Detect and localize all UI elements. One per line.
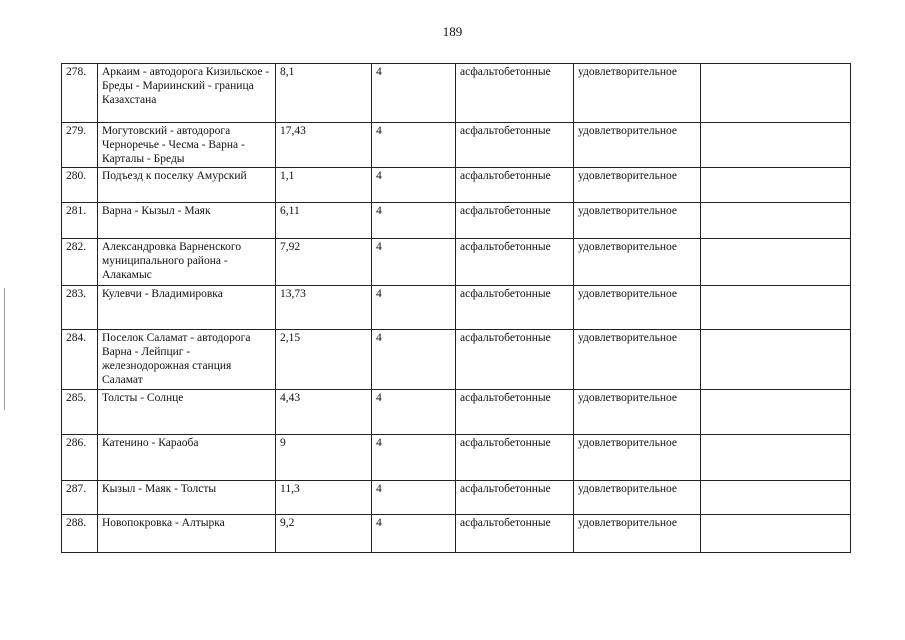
table-row [62, 203, 851, 239]
table-row [62, 481, 851, 515]
road-name: Катенино - Караоба [98, 435, 276, 481]
surface-type: асфальтобетонные [456, 286, 574, 330]
road-condition: удовлетворительное [574, 203, 701, 239]
table-row [62, 168, 851, 203]
road-name: Варна - Кызыл - Маяк [98, 203, 276, 239]
row-number: 281. [62, 203, 98, 239]
road-category: 4 [372, 515, 456, 553]
table-row [62, 286, 851, 330]
row-number: 280. [62, 168, 98, 203]
road-note [701, 330, 851, 390]
road-length: 2,15 [276, 330, 372, 390]
road-name: Новопокровка - Алтырка [98, 515, 276, 553]
road-category: 4 [372, 123, 456, 168]
road-length: 6,11 [276, 203, 372, 239]
road-category: 4 [372, 286, 456, 330]
road-note [701, 390, 851, 435]
row-number: 287. [62, 481, 98, 515]
road-note [701, 64, 851, 123]
road-name: Могутовский - автодорога Черноречье - Чесма - Варна - Карталы - Бреды [98, 123, 276, 168]
road-length: 9,2 [276, 515, 372, 553]
road-condition: удовлетворительное [574, 239, 701, 286]
row-number: 288. [62, 515, 98, 553]
table-row [62, 239, 851, 286]
table-row [62, 390, 851, 435]
surface-type: асфальтобетонные [456, 203, 574, 239]
road-note [701, 286, 851, 330]
road-note [701, 515, 851, 553]
road-note [701, 239, 851, 286]
road-name: Кулевчи - Владимировка [98, 286, 276, 330]
road-length: 7,92 [276, 239, 372, 286]
surface-type: асфальтобетонные [456, 168, 574, 203]
road-condition: удовлетворительное [574, 435, 701, 481]
road-category: 4 [372, 435, 456, 481]
road-length: 17,43 [276, 123, 372, 168]
surface-type: асфальтобетонные [456, 390, 574, 435]
surface-type: асфальтобетонные [456, 515, 574, 553]
table-row [62, 330, 851, 390]
road-category: 4 [372, 390, 456, 435]
road-category: 4 [372, 64, 456, 123]
surface-type: асфальтобетонные [456, 330, 574, 390]
road-name: Аркаим - автодорога Кизильское - Бреды - Мариинский - граница Казахстана [98, 64, 276, 123]
road-name: Кызыл - Маяк - Толсты [98, 481, 276, 515]
road-note [701, 435, 851, 481]
table-row [62, 515, 851, 553]
road-length: 4,43 [276, 390, 372, 435]
road-category: 4 [372, 330, 456, 390]
surface-type: асфальтобетонные [456, 481, 574, 515]
table-row [62, 435, 851, 481]
scan-margin-line [4, 288, 5, 410]
row-number: 285. [62, 390, 98, 435]
table-row [62, 123, 851, 168]
table-row [62, 64, 851, 123]
road-condition: удовлетворительное [574, 64, 701, 123]
road-condition: удовлетворительное [574, 390, 701, 435]
road-length: 9 [276, 435, 372, 481]
row-number: 283. [62, 286, 98, 330]
road-note [701, 203, 851, 239]
road-name: Подъезд к поселку Амурский [98, 168, 276, 203]
road-length: 8,1 [276, 64, 372, 123]
road-condition: удовлетворительное [574, 481, 701, 515]
road-length: 11,3 [276, 481, 372, 515]
surface-type: асфальтобетонные [456, 64, 574, 123]
road-note [701, 123, 851, 168]
row-number: 286. [62, 435, 98, 481]
road-condition: удовлетворительное [574, 515, 701, 553]
road-name: Александровка Варненского муниципального района - Алакамыс [98, 239, 276, 286]
roads-table [61, 63, 851, 553]
row-number: 284. [62, 330, 98, 390]
surface-type: асфальтобетонные [456, 239, 574, 286]
road-category: 4 [372, 481, 456, 515]
road-note [701, 481, 851, 515]
road-name: Поселок Саламат - автодорога Варна - Лейпциг - железнодорожная станция Саламат [98, 330, 276, 390]
road-condition: удовлетворительное [574, 168, 701, 203]
row-number: 279. [62, 123, 98, 168]
road-condition: удовлетворительное [574, 123, 701, 168]
surface-type: асфальтобетонные [456, 123, 574, 168]
surface-type: асфальтобетонные [456, 435, 574, 481]
road-category: 4 [372, 168, 456, 203]
road-condition: удовлетворительное [574, 330, 701, 390]
road-name: Толсты - Солнце [98, 390, 276, 435]
page-number: 189 [442, 24, 463, 39]
road-length: 13,73 [276, 286, 372, 330]
road-length: 1,1 [276, 168, 372, 203]
road-category: 4 [372, 203, 456, 239]
road-condition: удовлетворительное [574, 286, 701, 330]
row-number: 278. [62, 64, 98, 123]
road-category: 4 [372, 239, 456, 286]
road-note [701, 168, 851, 203]
row-number: 282. [62, 239, 98, 286]
